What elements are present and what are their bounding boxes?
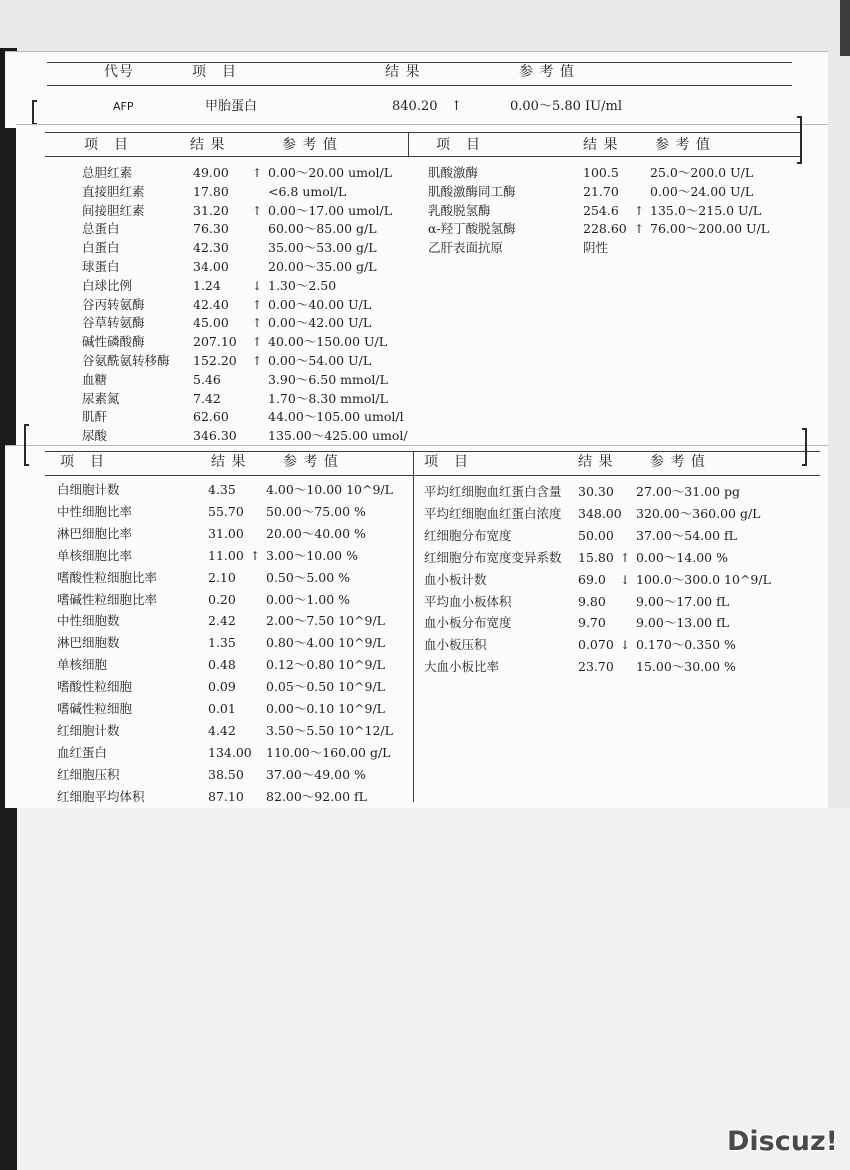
biochem-right-item: 肌酸激酶 [428,165,479,180]
blood-right-flag-arrow: ↓ [620,638,631,653]
blood-left-ref: 3.50～5.50 10^12/L [266,722,393,738]
biochem-left-ref: 40.00～150.00 U/L [268,334,388,350]
blood-right-result: 9.70 [578,615,606,631]
afp-header-ref: 参 考 值 [519,64,575,80]
biochem-right-ref: 25.0～200.0 U/L [650,165,754,180]
afp-header-item: 项 目 [192,64,237,80]
biochem-left-result: 42.40 [193,296,229,312]
biochem-left-flag-arrow: ↑ [252,297,263,312]
blood-left-header-item: 项 目 [60,454,105,470]
biochem-left-item: 尿酸 [82,428,108,444]
blood-right-result: 15.80 [578,549,614,565]
biochem-left-result: 1.24 [193,277,221,293]
blood-header-top-rule [45,451,820,452]
afp-header-top-rule [47,62,792,63]
blood-left-item: 嗜碱性粒细胞比率 [57,591,158,607]
blood-right-result: 23.70 [578,659,614,675]
biochem-left-ref: 0.00～54.00 U/L [268,353,372,368]
biochem-left-item: 肌酐 [82,409,108,425]
blood-left-header-ref: 参 考 值 [283,454,339,470]
blood-left-flag-arrow: ↑ [250,548,261,563]
biochem-left-result: 5.46 [193,371,221,387]
blood-right-result: 50.00 [578,527,614,543]
blood-left-item: 中性细胞比率 [57,503,133,519]
biochem-right-result: 228.60 [583,221,627,237]
biochem-left-ref: 1.70～8.30 mmol/L [268,390,388,406]
binder-mark [32,100,34,125]
afp-result: 840.20 [392,99,438,114]
blood-left-result: 4.35 [208,482,236,497]
biochem-left-item: 直接胆红素 [82,183,145,199]
blood-left-ref: 20.00～40.00 % [266,525,366,541]
blood-right-ref: 0.00～14.00 % [636,549,728,565]
biochem-right-header-item: 项 目 [436,137,481,153]
blood-left-ref: 82.00～92.00 fL [266,788,367,804]
biochem-right-result: 100.5 [583,165,619,180]
biochem-left-ref: 0.00～20.00 umol/L [268,165,393,180]
afp-header-result: 结 果 [385,64,421,80]
biochem-left-header-item: 项 目 [84,137,129,153]
biochem-left-item: 总胆红素 [82,165,133,180]
blood-left-ref: 4.00～10.00 10^9/L [266,482,393,497]
blood-left-result: 0.09 [208,679,236,695]
blood-right-ref: 37.00～54.00 fL [636,527,737,543]
blood-right-ref: 9.00～17.00 fL [636,593,730,609]
biochem-left-result: 152.20 [193,353,237,368]
biochem-right-flag-arrow: ↑ [634,222,645,237]
blood-left-item: 嗜酸性粒细胞比率 [57,569,158,585]
blood-left-item: 单核细胞比率 [57,547,133,563]
blood-left-ref: 0.50～5.00 % [266,569,351,585]
biochem-left-item: 间接胆红素 [82,202,145,218]
biochem-right-item: 乳酸脱氢酶 [428,202,491,218]
biochem-left-result: 45.00 [193,315,229,331]
biochem-right-item: α-羟丁酸脱氢酶 [428,221,516,237]
biochem-left-flag-arrow: ↑ [252,166,263,180]
biochem-left-result: 7.42 [193,390,221,406]
blood-left-result: 87.10 [208,788,244,804]
blood-right-item: 平均红细胞血红蛋白浓度 [424,505,562,521]
binder-mark [800,116,802,164]
blood-right-item: 红细胞分布宽度变异系数 [424,549,562,565]
biochem-header-bottom-rule [45,156,800,157]
biochem-left-ref: <6.8 umol/L [268,183,347,199]
blood-right-item: 血小板压积 [424,637,487,653]
blood-left-item: 血红蛋白 [57,744,108,760]
biochem-left-ref: 35.00～53.00 g/L [268,240,377,256]
binder-mark [805,428,807,466]
blood-left-result: 2.10 [208,569,236,585]
biochem-right-flag-arrow: ↑ [634,203,645,218]
blood-left-header-result: 结 果 [211,454,247,470]
biochem-left-result: 49.00 [193,165,229,180]
biochem-right-header-result: 结 果 [583,137,619,153]
biochem-column-divider [408,133,409,156]
biochem-right-ref: 0.00～24.00 U/L [650,183,754,199]
biochem-left-result: 42.30 [193,240,229,256]
biochem-left-flag-arrow: ↑ [252,354,263,368]
afp-ref: 0.00～5.80 IU/ml [510,99,622,114]
biochem-left-ref: 135.00～425.00 umol/ [268,428,408,444]
biochem-left-flag-arrow: ↑ [252,203,263,218]
biochem-left-flag-arrow: ↑ [252,316,263,331]
blood-left-result: 134.00 [208,744,252,760]
blood-left-item: 淋巴细胞比率 [57,525,133,541]
biochem-right-result: 21.70 [583,183,619,199]
biochem-left-item: 谷氨酰氨转移酶 [82,353,170,368]
biochem-left-result: 346.30 [193,428,237,444]
blood-right-item: 血小板计数 [424,571,487,587]
biochem-left-ref: 20.00～35.00 g/L [268,259,377,274]
blood-left-result: 31.00 [208,525,244,541]
biochem-left-ref: 1.30～2.50 [268,277,337,293]
blood-right-item: 平均红细胞血红蛋白含量 [424,484,562,499]
blood-left-item: 白细胞计数 [57,482,120,497]
biochem-left-item: 球蛋白 [82,259,120,274]
biochem-left-ref: 60.00～85.00 g/L [268,221,377,237]
blood-left-ref: 50.00～75.00 % [266,503,366,519]
biochem-left-flag-arrow: ↑ [252,335,263,350]
blood-right-ref: 15.00～30.00 % [636,659,736,675]
blood-right-item: 大血小板比率 [424,659,500,675]
blood-left-item: 嗜酸性粒细胞 [57,679,133,695]
blood-left-ref: 0.00～0.10 10^9/L [266,701,385,716]
blood-left-result: 55.70 [208,503,244,519]
blood-left-result: 38.50 [208,766,244,782]
blood-right-item: 红细胞分布宽度 [424,527,512,543]
blood-left-ref: 3.00～10.00 % [266,547,358,563]
blood-left-result: 4.42 [208,722,236,738]
biochem-left-ref: 0.00～40.00 U/L [268,296,372,312]
afp-item: 甲胎蛋白 [205,99,258,114]
biochem-left-header-result: 结 果 [190,137,226,153]
biochem-right-header-ref: 参 考 值 [655,137,711,153]
blood-right-ref: 27.00～31.00 pg [636,484,741,499]
afp-code: AFP [113,100,134,113]
blood-header-bottom-rule [45,475,820,476]
blood-left-result: 0.48 [208,657,236,673]
scan-edge-top-right [840,0,850,56]
biochem-left-item: 碱性磷酸酶 [82,334,145,350]
blood-right-ref: 320.00～360.00 g/L [636,505,761,521]
base-paper [17,808,850,1170]
biochem-left-result: 62.60 [193,409,229,425]
blood-right-item: 血小板分布宽度 [424,615,512,631]
blood-left-item: 嗜碱性粒细胞 [57,701,133,716]
afp-header-bottom-rule [47,85,792,86]
blood-left-item: 红细胞平均体积 [57,788,145,804]
biochem-left-ref: 3.90～6.50 mmol/L [268,371,388,387]
biochem-right-result: 阴性 [583,240,609,256]
blood-left-result: 0.01 [208,701,236,716]
blood-left-ref: 37.00～49.00 % [266,766,366,782]
biochem-right-item: 乙肝表面抗原 [428,240,504,256]
biochem-left-result: 207.10 [193,334,237,350]
blood-right-result: 348.00 [578,505,622,521]
blood-right-ref: 100.0～300.0 10^9/L [636,571,771,587]
biochem-left-item: 血糖 [82,371,108,387]
biochem-left-ref: 44.00～105.00 umol/l [268,409,404,425]
biochem-left-item: 尿素氮 [82,390,120,406]
binder-mark [24,424,26,466]
blood-right-flag-arrow: ↑ [620,550,631,565]
biochem-right-result: 254.6 [583,202,619,218]
biochem-left-item: 白球比例 [82,277,133,293]
blood-right-result: 9.80 [578,593,606,609]
blood-left-ref: 2.00～7.50 10^9/L [266,613,385,629]
afp-flag-arrow: ↑ [451,99,462,114]
blood-left-item: 单核细胞 [57,657,108,673]
afp-header-code: 代号 [104,64,134,80]
blood-left-item: 红细胞计数 [57,722,120,738]
blood-right-ref: 0.170～0.350 % [636,637,736,653]
biochem-left-flag-arrow: ↓ [252,278,263,293]
watermark-logo: Discuz! [727,1126,838,1157]
blood-right-header-ref: 参 考 值 [650,454,706,470]
blood-left-ref: 0.05～0.50 10^9/L [266,679,385,695]
blood-right-result: 0.070 [578,637,614,653]
biochem-left-ref: 0.00～17.00 umol/L [268,202,393,218]
biochem-left-item: 白蛋白 [82,240,120,256]
biochem-right-item: 肌酸激酶同工酶 [428,183,516,199]
biochem-left-item: 谷丙转氨酶 [82,296,145,312]
blood-right-result: 69.0 [578,571,606,587]
biochem-left-result: 34.00 [193,259,229,274]
biochem-right-ref: 76.00～200.00 U/L [650,221,770,237]
biochem-left-ref: 0.00～42.00 U/L [268,315,372,331]
blood-right-header-result: 结 果 [578,454,614,470]
blood-column-divider [413,452,414,802]
biochem-left-item: 谷草转氨酶 [82,315,145,331]
blood-left-ref: 0.80～4.00 10^9/L [266,635,385,651]
blood-left-item: 淋巴细胞数 [57,635,120,651]
blood-left-result: 11.00 [208,547,244,563]
blood-left-result: 1.35 [208,635,236,651]
blood-left-result: 2.42 [208,613,236,629]
blood-left-item: 红细胞压积 [57,766,120,782]
biochem-left-result: 76.30 [193,221,229,237]
biochem-left-header-ref: 参 考 值 [282,137,338,153]
blood-left-item: 中性细胞数 [57,613,120,629]
biochem-left-result: 17.80 [193,183,229,199]
blood-right-item: 平均血小板体积 [424,593,512,609]
blood-right-flag-arrow: ↓ [620,572,631,587]
blood-left-ref: 110.00～160.00 g/L [266,744,391,760]
blood-left-ref: 0.00～1.00 % [266,591,351,607]
blood-right-header-item: 项 目 [424,454,469,470]
blood-left-ref: 0.12～0.80 10^9/L [266,657,385,673]
biochem-right-ref: 135.0～215.0 U/L [650,202,762,218]
biochem-left-result: 31.20 [193,202,229,218]
biochem-header-top-rule [45,132,800,133]
biochem-left-item: 总蛋白 [82,221,120,237]
blood-right-ref: 9.00～13.00 fL [636,615,730,631]
blood-left-result: 0.20 [208,591,236,607]
blood-right-result: 30.30 [578,484,614,499]
